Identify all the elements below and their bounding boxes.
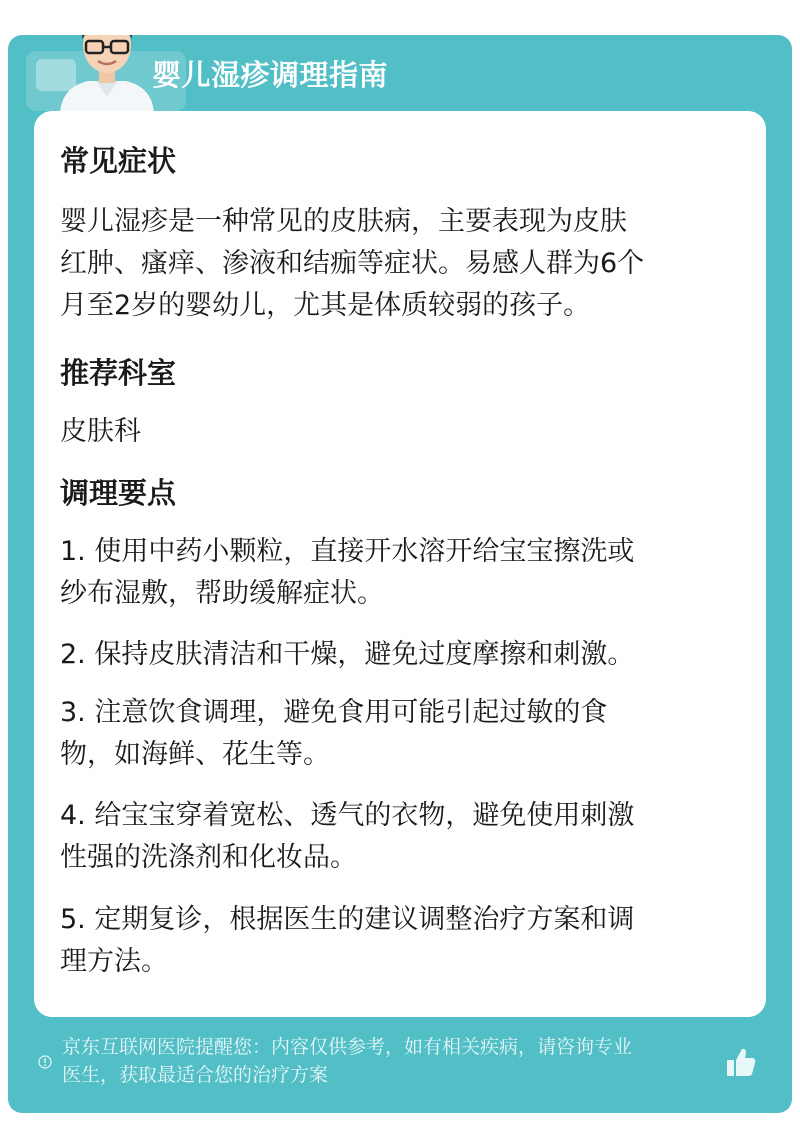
symptoms-line: 月至2岁的婴幼儿，尤其是体质较弱的孩子。 xyxy=(60,290,591,321)
content-card xyxy=(34,111,766,1017)
care-item-line: 2. 保持皮肤清洁和干燥，避免过度摩擦和刺激。 xyxy=(60,639,635,670)
disclaimer-line: 京东互联网医院提醒您：内容仅供参考，如有相关疾病，请咨询专业 xyxy=(62,1036,633,1058)
care-item-line: 1. 使用中药小颗粒，直接开水溶开给宝宝擦洗或 xyxy=(60,536,635,567)
disclaimer-text xyxy=(62,1033,730,1089)
section-heading-department: 推荐科室 xyxy=(60,356,177,390)
doctor-avatar-icon xyxy=(52,35,162,113)
section-heading-symptoms: 常见症状 xyxy=(60,144,177,178)
care-item-2 xyxy=(60,634,740,676)
page-title: 婴儿湿疹调理指南 xyxy=(152,58,389,92)
care-item-line: 物，如海鲜、花生等。 xyxy=(60,739,330,770)
care-item-line: 5. 定期复诊，根据医生的建议调整治疗方案和调 xyxy=(60,904,635,935)
disclaimer-line: 医生，获取最适合您的治疗方案 xyxy=(62,1064,329,1086)
care-item-4 xyxy=(60,795,740,879)
symptoms-text xyxy=(60,201,740,327)
care-item-line: 理方法。 xyxy=(60,946,168,977)
info-icon xyxy=(38,1055,52,1069)
symptoms-line: 红肿、瘙痒、渗液和结痂等症状。易感人群为6个 xyxy=(60,248,645,279)
care-item-line: 3. 注意饮食调理，避免食用可能引起过敏的食 xyxy=(60,697,608,728)
care-item-3 xyxy=(60,692,740,776)
symptoms-line: 婴儿湿疹是一种常见的皮肤病，主要表现为皮肤 xyxy=(60,206,627,237)
disclaimer-footer xyxy=(8,1031,792,1101)
care-item-line: 纱布湿敷，帮助缓解症状。 xyxy=(60,578,384,609)
care-item-1 xyxy=(60,531,740,615)
department-value: 皮肤科 xyxy=(60,416,141,447)
care-item-line: 性强的洗涤剂和化妆品。 xyxy=(60,842,357,873)
thumbs-up-icon[interactable] xyxy=(724,1045,758,1079)
guide-panel xyxy=(8,35,792,1113)
section-heading-care: 调理要点 xyxy=(60,476,177,510)
care-item-line: 4. 给宝宝穿着宽松、透气的衣物，避免使用刺激 xyxy=(60,800,635,831)
care-item-5 xyxy=(60,899,740,983)
